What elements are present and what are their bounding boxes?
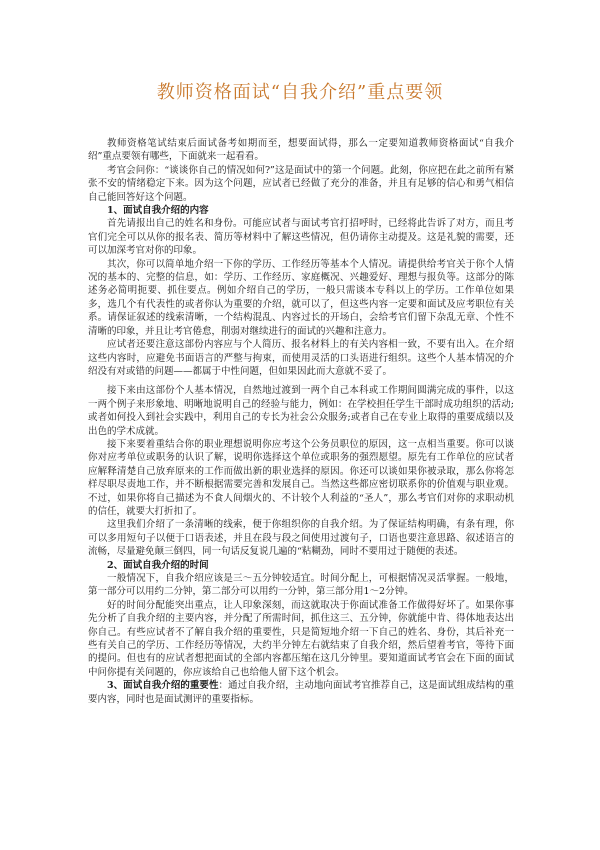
intro-paragraph: 教师资格笔试结束后面试备考如期而至，想要面试得，那么一定要知道教师资格面试“自我介绍”重点要领有哪些，下面就来一起看看。: [88, 138, 514, 163]
consistency-paragraph: 应试者还要注意这部份内容应与个人简历、报名材料上的有关内容相一致，不要有出入。在介绍这些内容时，应避免书面语言的严整与拘束，而使用灵活的口头语进行组织。这些个人基本情况的介绍没有对或错的问题——都属于中性问题，但如果因此而大意就不妥了。: [88, 339, 514, 377]
structure-paragraph: 这里我们介绍了一条清晰的线索，便于你组织你的自我介绍。为了保证结构明确，有条有理，你可以多用短句子以便于口语表述，并且在段与段之间使用过渡句子，口语也要注意思路、叙述语言的流畅，尽量避免颠三倒四，同一句话反复说几遍的“粘糊劲，同时不要用过于随便的表述。: [88, 519, 514, 558]
motivation-paragraph: 接下来要着重结合你的职业理想说明你应考这个公务员职位的原因，这一点相当重要。你可以谈你对应考单位或职务的认识了解，说明你选择这个单位或职务的强烈愿望。原先有工作单位的应试者应解释清楚自己放弃原来的工作而做出新的职业选择的原因。你还可以谈如果你被录取，那么你将怎样尽职尽责地工作，并不断根据需要完善和发展自己。当然这些都应密切联系你的价值观与职业观。不过，如果你将自己描述为不食人间烟火的、不计较个人利益的“圣人”，那么考官们对你的求职动机的信任，就要大打折扣了。: [88, 438, 514, 517]
time-allocation-paragraph: 好的时间分配能突出重点，让人印象深刻，而这就取决于你面试准备工作做得好坏了。如果你事先分析了自我介绍的主要内容，并分配了所需时间，抓住这三、五分钟，你就能中肯、得体地表达出你自己。有些应试者不了解自我介绍的重要性，只是简短地介绍一下自己的姓名、身份，其后补充一些有关自己的学历、工作经历等情况，大约半分钟左右就结束了自我介绍，然后望着考官，等待下面的提问。但也有的应试者想把面试的全部内容都压缩在这几分钟里。要知道面试考官会在下面的面试中问你提有关问题的，你应该给自己也给他人留下这个机会。: [88, 599, 514, 678]
importance-paragraph: [88, 679, 514, 706]
document-title: 教师资格面试“自我介绍”重点要领: [156, 82, 444, 103]
question-paragraph: 考官会问你：“谈谈你自己的情况如何?”这是面试中的第一个问题。此刻，你应把在此之前所有紧张不安的情绪稳定下来。因为这个问题，应试者已经做了充分的准备，并且有足够的信心和勇气相信自己能回答好这个问题。: [88, 164, 514, 203]
examples-paragraph: 接下来由这部份个人基本情况，自然地过渡到一两个自己本科或工作期间圆满完成的事件，以这一两个例子来形象地、明晰地说明自己的经验与能力，例如：在学校担任学生干部时成功组织的活动;或者如何投入到社会实践中，利用自己的专长为社会公众服务;或者自己在专业上取得的重要成绩以及出色的学术成就。: [88, 385, 514, 437]
background-paragraph: 其次，你可以简单地介绍一下你的学历、工作经历等基本个人情况。请提供给考官关于你个人情况的基本的、完整的信息，如：学历、工作经历、家庭概况、兴趣爱好、理想与报负等。这部分的陈述务必简明扼要、抓住要点。例如介绍自己的学历，一般只需谈本专科以上的学历。工作单位如果多，选几个有代表性的或者你认为重要的介绍，就可以了，但这些内容一定要和面试及应考职位有关系。请保证叙述的线索清晰，一个结构混乱、内容过长的开场白，会给考官们留下杂乱无章、个性不清晰的印象，并且让考官倦怠，削弱对继续进行的面试的兴趣和注意力。: [88, 258, 514, 337]
section-heading-time: 2、面试自我介绍的时间: [107, 559, 209, 571]
duration-paragraph: 一般情况下，自我介绍应该是三～五分钟较适宜。时间分配上，可根据情况灵活掌握。一般地，第一部分可以用约二分钟，第二部分可以用约一分钟，第三部分用1～2分钟。: [88, 573, 514, 598]
section-heading-content: 1、面试自我介绍的内容: [107, 205, 209, 217]
section-heading-importance: 3、面试自我介绍的重要性: [107, 680, 219, 692]
importance-text: ：通过自我介绍，主动地向面试考官推荐自己，这是面试组成结构的重要内容，同时也是面试测评的重要指标。: [88, 680, 514, 705]
document-body: [88, 137, 514, 706]
name-identity-paragraph: 首先请报出自己的姓名和身份。可能应试者与面试考官打招呼时，已经将此告诉了对方，而且考官们完全可以从你的报名表、简历等材料中了解这些情况，但仍请你主动提及。这是礼貌的需要，还可以加深考官对你的印象。: [88, 218, 514, 257]
